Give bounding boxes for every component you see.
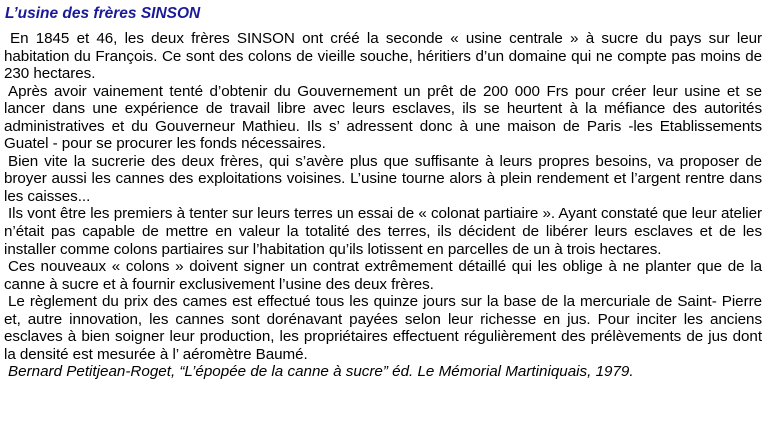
paragraph-production: Bien vite la sucrerie des deux frères, qui s’avère plus que suffisante à leurs propres besoins, va proposer de broyer aussi les cannes des exploitations voisines. L’usine tourne alors à plein rendement et l’argent rentre dans les caisses... <box>4 152 762 205</box>
paragraph-founding: En 1845 et 46, les deux frères SINSON ont créé la seconde « usine centrale » à sucre du pays sur leur habitation du François. Ce sont des colons de vieille souche, héritiers d’un domaine qui ne compte pas moins de 230 hectares. <box>4 30 762 83</box>
document-title: L’usine des frères SINSON <box>5 5 201 22</box>
paragraph-colonat: Ils vont être les premiers à tenter sur leurs terres un essai de « colonat partiaire ». Ayant constaté que leur atelier n’était pas capable de mettre en valeur la totalité des terres, ils décident de libérer leurs esclaves et de les installer comme colons partiaires sur l’habitation qu’ils lotissent en parcelles de un à trois hectares. <box>4 205 762 258</box>
paragraph-payment: Le règlement du prix des cames est effectué tous les quinze jours sur la base de la mercuriale de Saint- Pierre et, autre innovation, les cannes sont dorénavant payées selon leur richesse en jus. Pour inciter les anciens esclaves à bien soigner leur production, les propriétaires effectuent régulièrement des prélèvements de jus dont la densité est mesurée à l’ aéromètre Baumé. <box>4 293 762 363</box>
paragraph-contract: Ces nouveaux « colons » doivent signer un contrat extrêmement détaillé qui les oblige à ne planter que de la canne à sucre et à fournir exclusivement l’usine des deux frères. <box>4 258 762 293</box>
source-citation: Bernard Petitjean-Roget, “L’épopée de la canne à sucre” éd. Le Mémorial Martiniquais, 1979. <box>8 363 634 381</box>
paragraph-financing: Après avoir vainement tenté d’obtenir du Gouvernement un prêt de 200 000 Frs pour créer leur usine et se lancer dans une expérience de travail libre avec leurs esclaves, ils se heurtent à la méfiance des autorités administratives et du Gouverneur Mathieu. Ils s’ adressent donc à une maison de Paris -les Etablissements Guatel - pour se procurer les fonds nécessaires. <box>4 82 762 153</box>
